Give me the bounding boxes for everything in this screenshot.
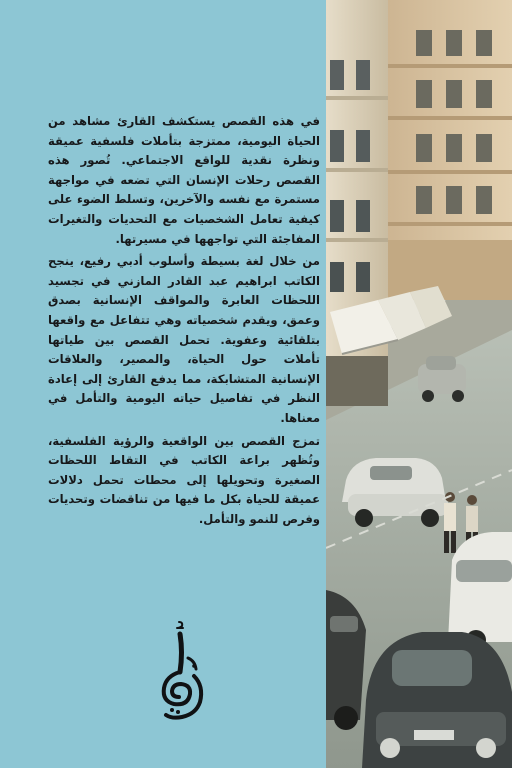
blurb-paragraph-1: في هذه القصص يستكشف القارئ مشاهد من الحياة اليومية، ممتزجة بتأملات فلسفية عميقة ونظرة نقدية للواقع الاجتماعي. تُصور هذه القصص رحلات الإنسان التي تضعه في مواجهة مستمرة مع نفسه والآخرين، وتسلط الضوء على كيفية تعامل الشخصيات مع التحديات والتغيرات المفاجئة التي تواجهها في مسيرتها. xyxy=(48,114,320,246)
blurb-text xyxy=(48,112,320,532)
calligraphy-logo-icon xyxy=(150,618,210,722)
right-building xyxy=(388,0,512,300)
car-foreground xyxy=(362,632,512,768)
vintage-street-photo xyxy=(326,0,512,768)
blurb-paragraph-2: من خلال لغة بسيطة وأسلوب أدبي رفيع، ينجح الكاتب ابراهيم عبد القادر المازني في تجسيد اللحظات العابرة والمواقف الإنسانية بصدق وعمق، ويقدم شخصياته وهي تتفاعل مع واقعها بتلقائية وعفوية. تحمل القصص بين طياتها تأملات حول الحياة، والمصير، والعلاقات الإنسانية المتشابكة، مما يدفع القارئ إلى إعادة النظر في تفاصيل حياته اليومية والتأمل في معناها. xyxy=(48,254,320,425)
blurb-paragraph-3: تمزج القصص بين الواقعية والرؤية الفلسفية، وتُظهر براعة الكاتب في التقاط اللحظات الصغيرة وتحويلها إلى محطات تحمل دلالات عميقة للحياة بكل ما فيها من تناقضات وتحديات وفرص للنمو والتأمل. xyxy=(48,433,320,526)
